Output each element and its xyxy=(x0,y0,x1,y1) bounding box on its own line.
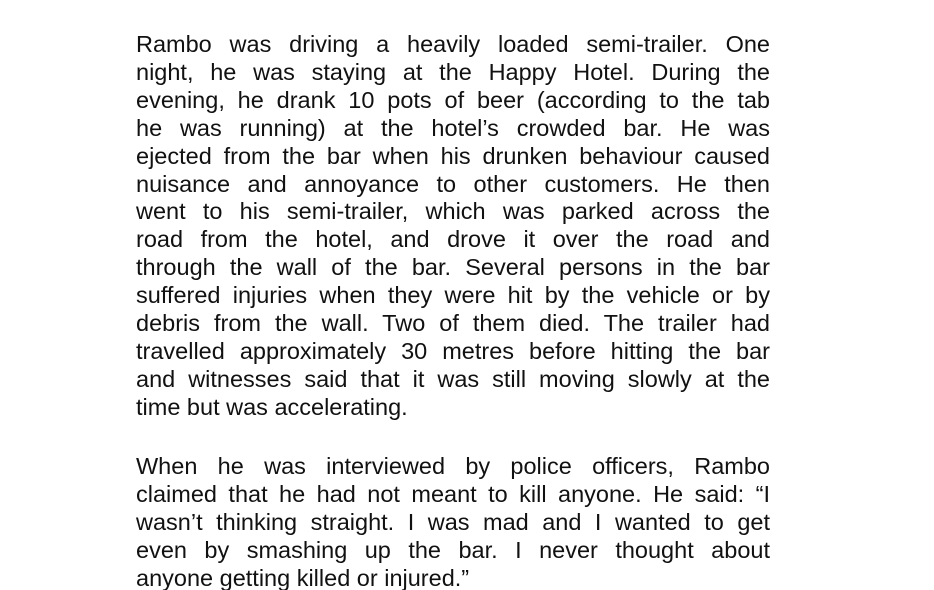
paragraph-1-line: through the wall of the bar. Several persons in the bar xyxy=(136,254,770,281)
paragraph-1 xyxy=(136,31,770,422)
paragraph-1-line: Rambo was driving a heavily loaded semi-trailer. One xyxy=(136,31,770,57)
paragraph-1-line: road from the hotel, and drove it over the road and xyxy=(136,226,770,253)
paragraph-2-line: even by smashing up the bar. I never thought about xyxy=(136,536,770,563)
paragraph-1-line: evening, he drank 10 pots of beer (according to the tab xyxy=(136,86,770,113)
paragraph-1-line: night, he was staying at the Happy Hotel. During the xyxy=(136,58,770,85)
paragraph-1-line: and witnesses said that it was still moving slowly at the xyxy=(136,365,770,392)
paragraph-2-line: When he was interviewed by police officers, Rambo xyxy=(136,453,770,479)
paragraph-2-line: wasn’t thinking straight. I was mad and I wanted to get xyxy=(136,508,770,535)
paragraph-1-line: nuisance and annoyance to other customers. He then xyxy=(136,170,770,197)
paragraph-1-line: travelled approximately 30 metres before hitting the bar xyxy=(136,337,770,364)
paragraph-2 xyxy=(136,453,770,590)
paragraph-2-line: anyone getting killed or injured.” xyxy=(136,564,470,590)
paragraph-1-line: suffered injuries when they were hit by the vehicle or by xyxy=(136,282,770,309)
paragraph-1-line: debris from the wall. Two of them died. The trailer had xyxy=(136,310,770,337)
paragraph-1-line: ejected from the bar when his drunken behaviour caused xyxy=(136,142,770,169)
paragraph-1-line: he was running) at the hotel’s crowded bar. He was xyxy=(136,114,770,141)
paragraph-2-line: claimed that he had not meant to kill anyone. He said: “I xyxy=(136,480,770,507)
paragraph-1-line: time but was accelerating. xyxy=(136,393,408,420)
paragraph-1-line: went to his semi-trailer, which was parked across the xyxy=(136,198,770,225)
